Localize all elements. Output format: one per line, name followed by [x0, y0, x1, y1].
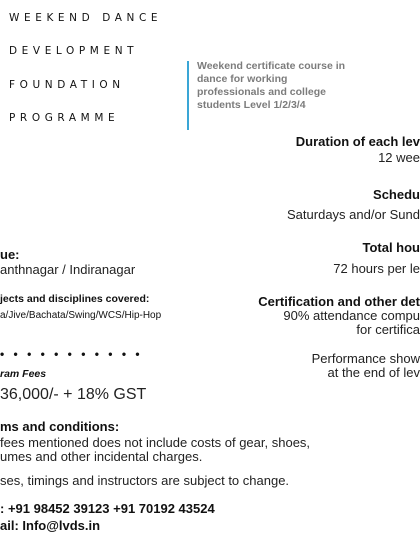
- subjects-value: a/Jive/Bachata/Swing/WCS/Hip-Hop: [0, 310, 162, 321]
- total-hours-value: 72 hours per le: [333, 261, 420, 276]
- certification-label: Certification and other det: [258, 294, 420, 309]
- accent-bar: [187, 61, 189, 130]
- title-line-1: WEEKEND DANCE: [9, 12, 163, 24]
- title-line-4: PROGRAMME: [9, 112, 120, 124]
- subjects-label: jects and disciplines covered:: [0, 293, 150, 305]
- contact-phone: : +91 98452 39123 +91 70192 43524: [0, 501, 215, 516]
- duration-value: 12 wee: [378, 150, 420, 165]
- venue-label: ue:: [0, 247, 20, 262]
- total-hours-label: Total hou: [362, 240, 420, 255]
- certification-line-1: 90% attendance compu: [283, 308, 420, 323]
- schedule-label: Schedu: [373, 187, 420, 202]
- title-line-3: FOUNDATION: [9, 79, 125, 91]
- dot-divider: • • • • • • • • • • •: [0, 347, 143, 361]
- certification-line-2: for certifica: [356, 322, 420, 337]
- program-fees-label: ram Fees: [0, 368, 47, 380]
- performance-line-1: Performance show: [311, 351, 420, 366]
- performance-line-2: at the end of lev: [327, 365, 420, 380]
- terms-line-1: fees mentioned does not include costs of gear, shoes,: [0, 435, 311, 450]
- duration-label: Duration of each lev: [295, 134, 420, 149]
- contact-email: ail: Info@lvds.in: [0, 518, 101, 533]
- title-line-2: DEVELOPMENT: [9, 45, 139, 57]
- schedule-value: Saturdays and/or Sund: [287, 207, 420, 222]
- course-blurb: Weekend certificate course in dance for working professionals and college students Level 1/2/3/4: [197, 60, 346, 111]
- terms-line-2: umes and other incidental charges.: [0, 449, 203, 464]
- terms-line-3: ses, timings and instructors are subject to change.: [0, 473, 290, 488]
- program-fees-value: 36,000/- + 18% GST: [0, 386, 147, 403]
- terms-label: ms and conditions:: [0, 419, 120, 434]
- venue-value: anthnagar / Indiranagar: [0, 262, 136, 277]
